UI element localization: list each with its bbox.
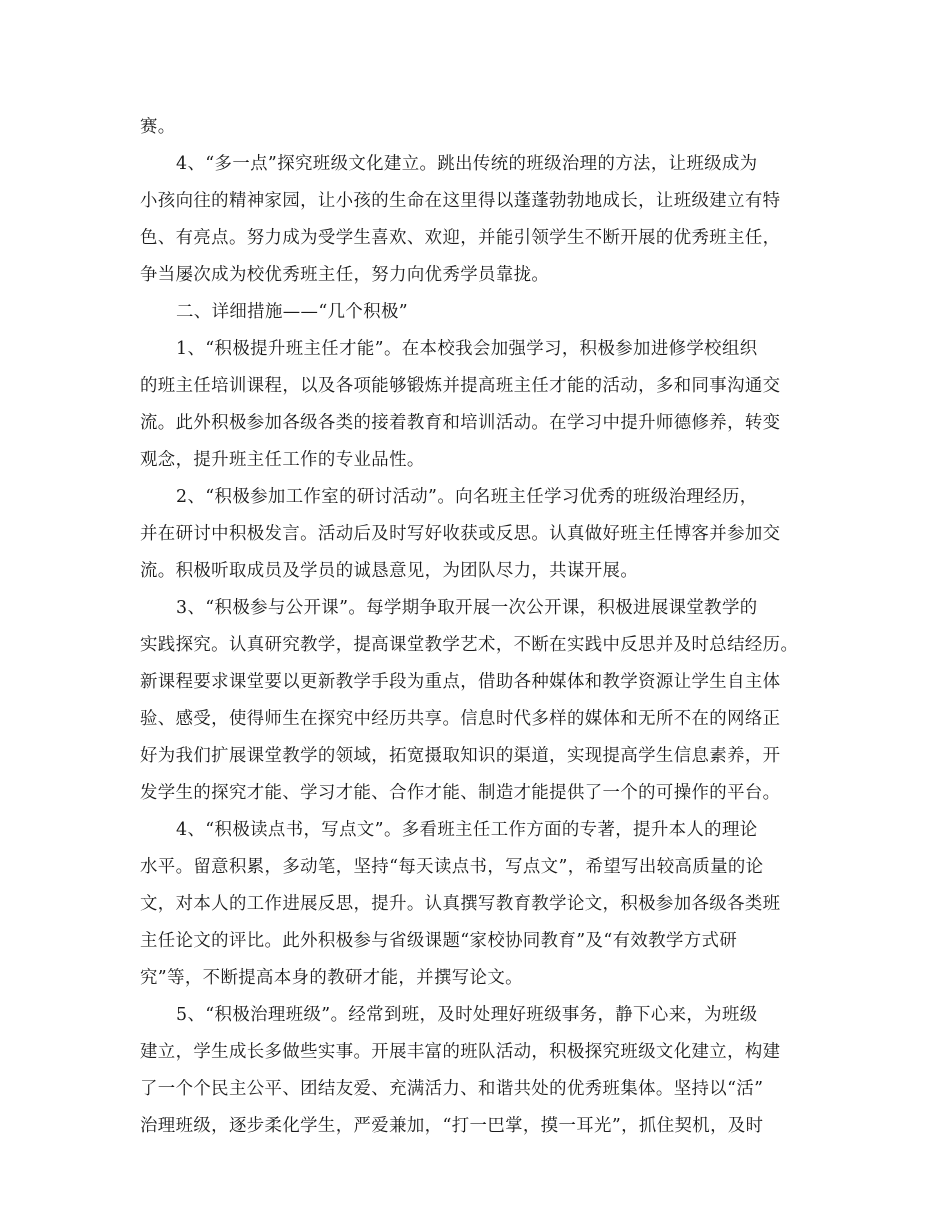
paragraph-first-line: 1、“积极提升班主任才能”。在本校我会加强学习，积极参加进修学校组织 (176, 339, 758, 359)
paragraph-line: 治理班级，逐步柔化学生，严爱兼加，“打一巴掌，摸一耳光”，抓住契机，及时 (140, 1116, 764, 1136)
paragraph-line: 建立，学生成长多做些实事。开展丰富的班队活动，积极探究班级文化建立，构建 (140, 1042, 781, 1062)
paragraph-line: 观念，提升班主任工作的专业品性。 (140, 450, 425, 470)
paragraph-first-line: 二、详细措施——“几个积极” (176, 302, 409, 322)
paragraph-line: 好为我们扩展课堂教学的领域，拓宽摄取知识的渠道，实现提高学生信息素养，开 (140, 746, 781, 766)
paragraph-first-line: 4、“多一点”探究班级文化建立。跳出传统的班级治理的方法，让班级成为 (176, 154, 758, 174)
paragraph-line: 主任论文的评比。此外积极参与省级课题“家校协同教育”及“有效教学方式研 (140, 931, 738, 951)
document-body (140, 109, 820, 1145)
paragraph-line: 文，对本人的工作进展反思，提升。认真撰写教育教学论文，积极参加各级各类班 (140, 894, 781, 914)
paragraph-line: 争当屡次成为校优秀班主任，努力向优秀学员靠拢。 (140, 265, 550, 285)
paragraph-line: 流。积极听取成员及学员的诚恳意见，为团队尽力，共谋开展。 (140, 561, 639, 581)
paragraph-line: 水平。留意积累，多动笔，坚持“每天读点书，写点文”，希望写出较高质量的论 (140, 857, 764, 877)
paragraph-line: 并在研讨中积极发言。活动后及时写好收获或反思。认真做好班主任博客并参加交 (140, 524, 781, 544)
paragraph-line: 流。此外积极参加各级各类的接着教育和培训活动。在学习中提升师德修养，转变 (140, 413, 781, 433)
paragraph-line: 赛。 (140, 117, 176, 137)
paragraph-first-line: 5、“积极治理班级”。经常到班，及时处理好班级事务，静下心来，为班级 (176, 1005, 758, 1025)
paragraph-line: 色、有亮点。努力成为受学生喜欢、欢迎，并能引领学生不断开展的优秀班主任， (140, 228, 781, 248)
paragraph-line: 实践探究。认真研究教学，提高课堂教学艺术，不断在实践中反思并及时总结经历。 (140, 635, 799, 655)
paragraph-first-line: 2、“积极参加工作室的研讨活动”。向名班主任学习优秀的班级治理经历， (176, 487, 758, 507)
paragraph-line: 了一个个民主公平、团结友爱、充满活力、和谐共处的优秀班集体。坚持以“活” (140, 1079, 764, 1099)
paragraph-line: 新课程要求课堂要以更新教学手段为重点，借助各种媒体和教学资源让学生自主体 (140, 672, 781, 692)
paragraph-line: 发学生的探究才能、学习才能、合作才能、制造才能提供了一个的可操作的平台。 (140, 783, 781, 803)
paragraph-line: 究”等，不断提高本身的教研才能，并撰写论文。 (140, 968, 523, 988)
paragraph-first-line: 4、“积极读点书，写点文”。多看班主任工作方面的专著，提升本人的理论 (176, 820, 758, 840)
paragraph-line: 验、感受，使得师生在探究中经历共享。信息时代多样的媒体和无所不在的网络正 (140, 709, 781, 729)
paragraph-line: 小孩向往的精神家园，让小孩的生命在这里得以蓬蓬勃勃地成长，让班级建立有特 (140, 191, 781, 211)
paragraph-line: 的班主任培训课程，以及各项能够锻炼并提高班主任才能的活动，多和同事沟通交 (140, 376, 781, 396)
paragraph-first-line: 3、“积极参与公开课”。每学期争取开展一次公开课，积极进展课堂教学的 (176, 598, 758, 618)
